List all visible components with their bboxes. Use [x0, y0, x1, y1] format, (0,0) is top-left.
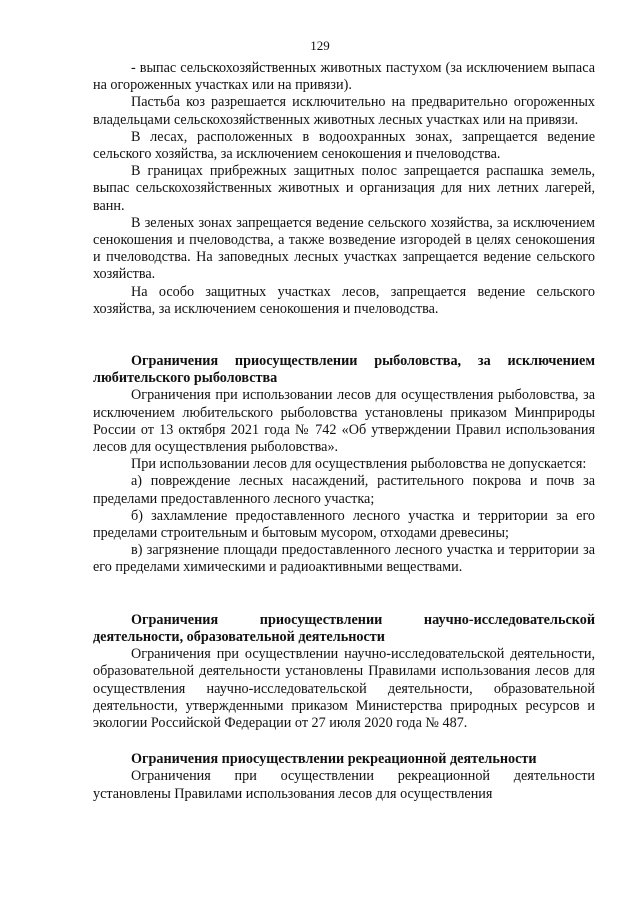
- paragraph-fishing-order: Ограничения при использовании лесов для осуществления рыболовства, за исключением любительского рыболовства установлены приказом Минприроды России от 13 октября 2021 года № 742 «Об утверждении Правил использования лесов для осуществления рыболовства».: [93, 387, 595, 456]
- paragraph-coastal-strips: В границах прибрежных защитных полос запрещается распашка земель, выпас сельскохозяйственных животных и организация для них летних лагерей, ванн.: [93, 163, 595, 214]
- list-item-c: в) загрязнение площади предоставленного лесного участка и территории за его пределами химическими и радиоактивными веществами.: [93, 542, 595, 576]
- paragraph-green-zones: В зеленых зонах запрещается ведение сельского хозяйства, за исключением сенокошения и пчеловодства, а также возведение изгородей в целях сенокошения и пчеловодства. На заповедных лесных участках запрещается ведение сельского хозяйства.: [93, 214, 595, 283]
- paragraph-research-rules: Ограничения при осуществлении научно-исследовательской деятельности, образовательной деятельности установлены Правилами использования лесов для осуществления научно-исследовательской деятельности, образовательной деятельности, утвержденными приказом Министерства природных ресурсов и экологии Российской Федерации от 27 июля 2020 года № 487.: [93, 646, 595, 731]
- paragraph-protective-areas: На особо защитных участках лесов, запрещается ведение сельского хозяйства, за исключением сенокошения и пчеловодства.: [93, 283, 595, 317]
- heading-fishing-restrictions: Ограничения приосуществлении рыболовства, за исключением любительского рыболовства: [93, 353, 595, 387]
- paragraph-goat-grazing: Пастьба коз разрешается исключительно на предварительно огороженных владельцами сельскохозяйственных животных лесных участках или на привязи.: [93, 94, 595, 128]
- section-spacer: [93, 577, 595, 612]
- list-item-a: а) повреждение лесных насаждений, растительного покрова и почв за пределами предоставленного лесного участка;: [93, 473, 595, 507]
- paragraph-water-protection-zones: В лесах, расположенных в водоохранных зонах, запрещается ведение сельского хозяйства, за исключением сенокошения и пчеловодства.: [93, 128, 595, 163]
- paragraph-fishing-not-allowed: При использовании лесов для осуществления рыболовства не допускается:: [131, 456, 587, 473]
- section-spacer: [93, 318, 595, 353]
- paragraph-grazing-herder: - выпас сельскохозяйственных животных пастухом (за исключением выпаса на огороженных участках или на привязи).: [93, 60, 595, 94]
- document-body: [93, 60, 595, 803]
- heading-research-restrictions: Ограничения приосуществлении научно-исследовательской деятельности, образовательной деятельности: [93, 611, 595, 645]
- page-number: 129: [310, 38, 330, 53]
- section-spacer: [93, 732, 595, 751]
- paragraph-recreation-rules: Ограничения при осуществлении рекреационной деятельности установлены Правилами использования лесов для осуществления: [93, 768, 595, 802]
- heading-recreation-restrictions: Ограничения приосуществлении рекреационной деятельности: [131, 751, 537, 768]
- list-item-b: б) захламление предоставленного лесного участка и территории за его пределами строительным и бытовым мусором, отходами древесины;: [93, 507, 595, 542]
